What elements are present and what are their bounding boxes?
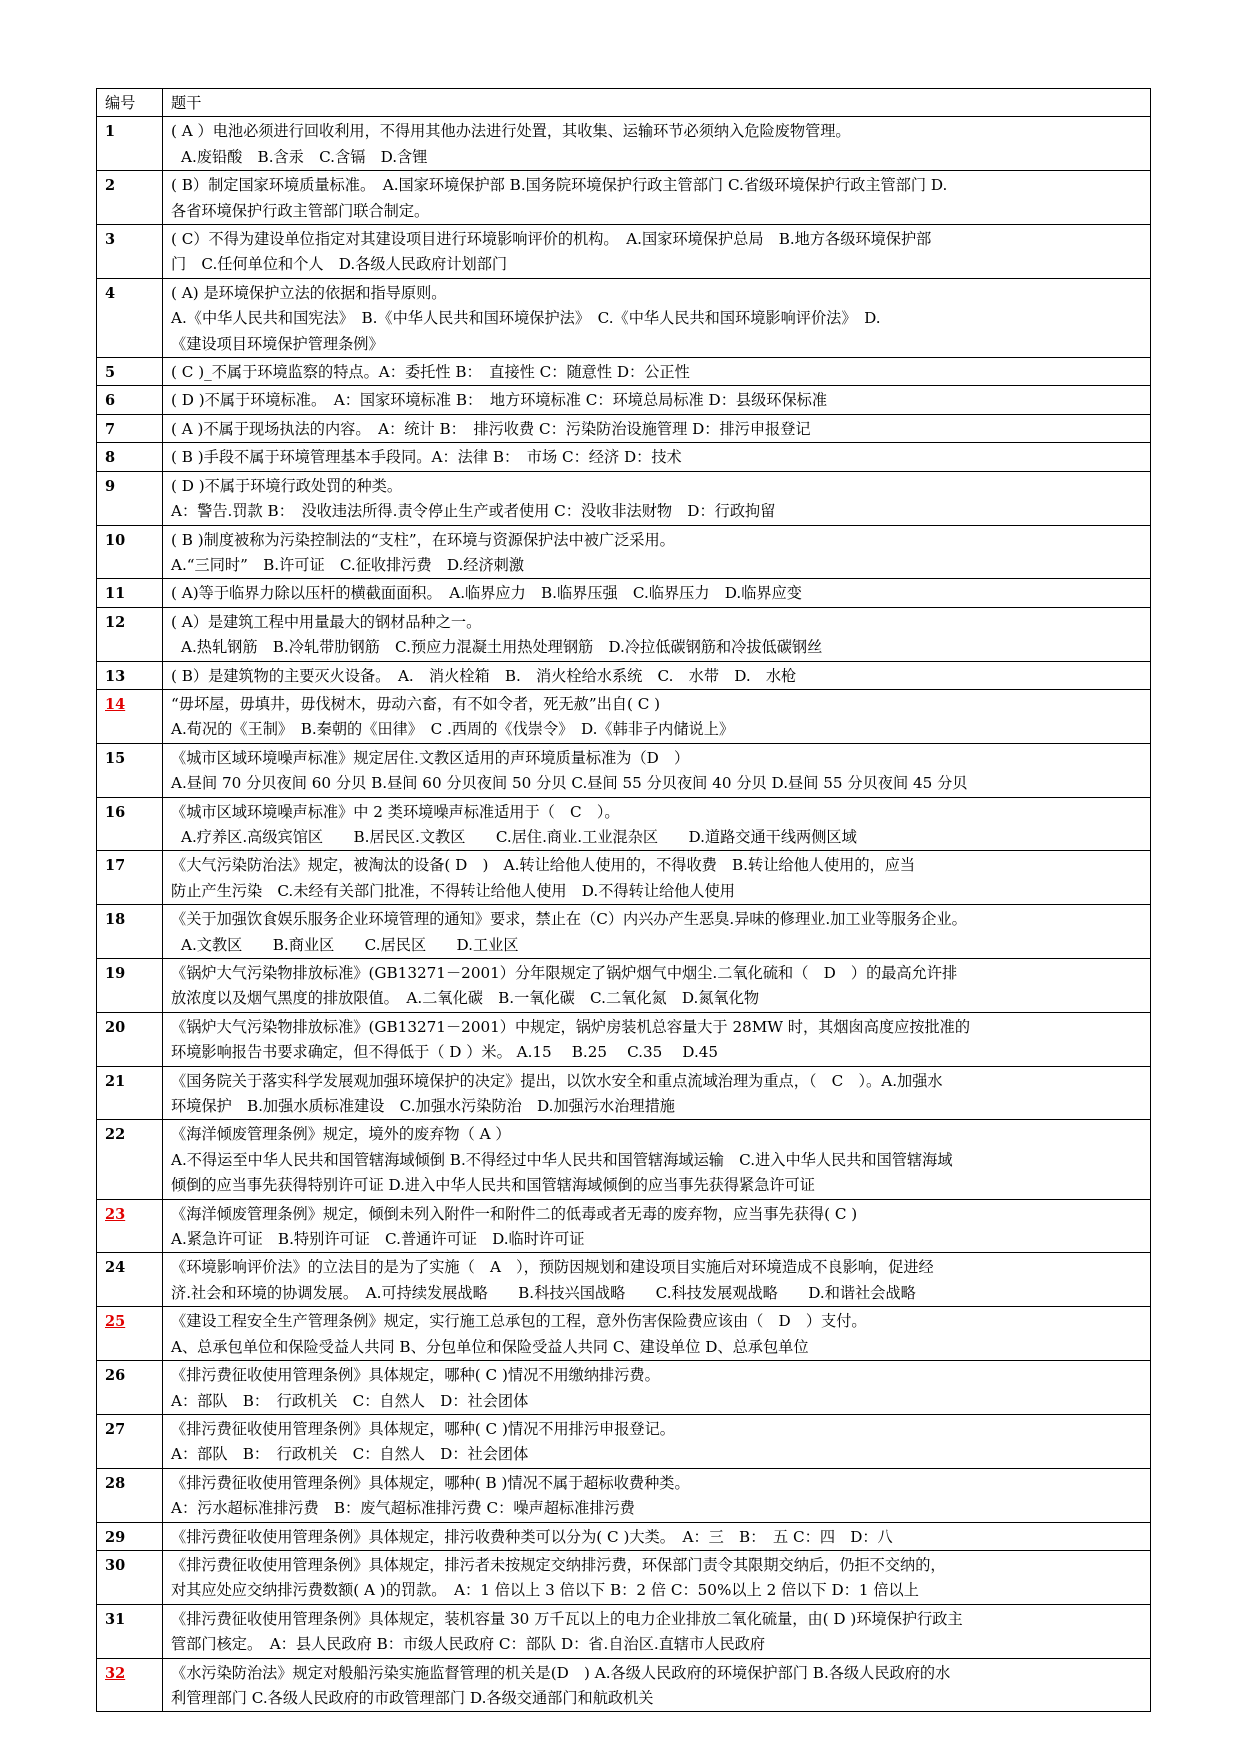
question-number: 21 xyxy=(97,1066,163,1120)
table-row xyxy=(97,225,1151,279)
question-line: ( A) 是环境保护立法的依据和指导原则。 xyxy=(171,283,447,302)
question-number: 23 xyxy=(97,1199,163,1253)
question-line: ( D )不属于环境行政处罚的种类。 xyxy=(171,476,403,495)
question-stem xyxy=(163,471,1151,525)
question-line: 环境保护 B.加强水质标准建设 C.加强水污染防治 D.加强污水治理措施 xyxy=(171,1097,675,1116)
question-line: A：污水超标准排污费 B：废气超标准排污费 C：噪声超标准排污费 xyxy=(171,1499,635,1518)
question-stem xyxy=(163,1012,1151,1066)
question-number: 22 xyxy=(97,1120,163,1199)
table-row xyxy=(97,1199,1151,1253)
table-row xyxy=(97,607,1151,661)
question-line: 《城市区域环境噪声标准》规定居住.文教区适用的声环境质量标准为（D ） xyxy=(171,748,690,767)
question-stem xyxy=(163,905,1151,959)
question-line: 《建设项目环境保护管理条例》 xyxy=(171,334,384,353)
question-line: 倾倒的应当事先获得特别许可证 D.进入中华人民共和国管辖海域倾倒的应当事先获得紧急许可证 xyxy=(171,1176,815,1195)
question-line: A：部队 B： 行政机关 C：自然人 D：社会团体 xyxy=(171,1391,529,1410)
question-stem xyxy=(163,1120,1151,1199)
question-line: ( A)等于临界力除以压杆的横截面面积。 A.临界应力 B.临界压强 C.临界压力 D.临界应变 xyxy=(171,584,802,603)
question-stem xyxy=(163,171,1151,225)
question-stem xyxy=(163,525,1151,579)
question-number: 20 xyxy=(97,1012,163,1066)
question-stem xyxy=(163,117,1151,171)
question-line: “毋坏屋，毋填井，毋伐树木，毋动六畜，有不如令者，死无赦”出自( C ) xyxy=(171,694,661,713)
question-number: 14 xyxy=(97,689,163,743)
question-number: 26 xyxy=(97,1361,163,1415)
table-row xyxy=(97,905,1151,959)
table-row xyxy=(97,797,1151,851)
question-number: 25 xyxy=(97,1307,163,1361)
question-line: 《排污费征收使用管理条例》具体规定，哪种( C )情况不用缴纳排污费。 xyxy=(171,1366,660,1385)
question-number: 32 xyxy=(97,1658,163,1712)
question-number: 11 xyxy=(97,579,163,607)
question-stem xyxy=(163,225,1151,279)
question-line: A.昼间 70 分贝夜间 60 分贝 B.昼间 60 分贝夜间 50 分贝 C.昼间 55 分贝夜间 40 分贝 D.昼间 55 分贝夜间 45 分贝 xyxy=(171,774,968,793)
question-stem xyxy=(163,414,1151,442)
table-row xyxy=(97,743,1151,797)
question-line: 《大气污染防治法》规定，被淘汰的设备( D ) A.转让给他人使用的，不得收费 B.转让给他人使用的，应当 xyxy=(171,856,916,875)
table-row xyxy=(97,1361,1151,1415)
question-number: 8 xyxy=(97,443,163,471)
table-row xyxy=(97,1253,1151,1307)
question-line: A.疗养区.高级宾馆区 B.居民区.文教区 C.居住.商业.工业混杂区 D.道路交通干线两侧区域 xyxy=(181,827,857,846)
question-number: 12 xyxy=(97,607,163,661)
question-stem xyxy=(163,1522,1151,1550)
question-line: 《海洋倾废管理条例》规定，倾倒未列入附件一和附件二的低毒或者无毒的废弃物，应当事先获得( C ) xyxy=(171,1204,858,1223)
question-stem xyxy=(163,1199,1151,1253)
question-number: 3 xyxy=(97,225,163,279)
question-stem xyxy=(163,443,1151,471)
question-stem xyxy=(163,278,1151,357)
question-line: 《海洋倾废管理条例》规定，境外的废弃物（ A ） xyxy=(171,1125,511,1144)
question-number: 4 xyxy=(97,278,163,357)
question-stem xyxy=(163,1361,1151,1415)
table-row xyxy=(97,171,1151,225)
table-row xyxy=(97,117,1151,171)
table-row xyxy=(97,443,1151,471)
question-line: 环境影响报告书要求确定，但不得低于（ D ）米。 A.15 B.25 C.35 D.45 xyxy=(171,1043,719,1062)
table-row xyxy=(97,1522,1151,1550)
question-line: A.不得运至中华人民共和国管辖海域倾倒 B.不得经过中华人民共和国管辖海域运输 C.进入中华人民共和国管辖海域 xyxy=(171,1150,953,1169)
table-row xyxy=(97,1550,1151,1604)
question-line: ( D )不属于环境标准。 A：国家环境标准 B： 地方环境标准 C：环境总局标准 D：县级环保标准 xyxy=(171,391,828,410)
question-line: 对其应处应交纳排污费数额( A )的罚款。 A：1 倍以上 3 倍以下 B：2 倍 C：50%以上 2 倍以下 D：1 倍以上 xyxy=(171,1581,919,1600)
question-line: 《水污染防治法》规定对般船污染实施监督管理的机关是(D ) A.各级人民政府的环境保护部门 B.各级人民政府的水 xyxy=(171,1663,951,1682)
question-number: 31 xyxy=(97,1604,163,1658)
question-line: A.“三同时” B.许可证 C.征收排污费 D.经济刺激 xyxy=(171,555,525,574)
question-line: A：部队 B： 行政机关 C：自然人 D：社会团体 xyxy=(171,1445,529,1464)
question-line: ( B）制定国家环境质量标准。 A.国家环境保护部 B.国务院环境保护行政主管部门 C.省级环境保护行政主管部门 D. xyxy=(171,176,948,195)
question-line: ( A）是建筑工程中用量最大的钢材品种之一。 xyxy=(171,612,482,631)
question-number: 2 xyxy=(97,171,163,225)
question-number: 17 xyxy=(97,851,163,905)
question-line: 利管理部门 C.各级人民政府的市政管理部门 D.各级交通部门和航政机关 xyxy=(171,1688,654,1707)
table-row xyxy=(97,851,1151,905)
question-line: 《建设工程安全生产管理条例》规定，实行施工总承包的工程，意外伤害保险费应该由（ D ）支付。 xyxy=(171,1312,867,1331)
question-stem xyxy=(163,689,1151,743)
question-number: 18 xyxy=(97,905,163,959)
question-number: 30 xyxy=(97,1550,163,1604)
question-table-container xyxy=(96,88,1151,1712)
question-line: 《排污费征收使用管理条例》具体规定，排污收费种类可以分为( C )大类。 A：三 B： 五 C：四 D：八 xyxy=(171,1527,893,1546)
table-row xyxy=(97,525,1151,579)
table-row xyxy=(97,579,1151,607)
question-line: 《关于加强饮食娱乐服务企业环境管理的通知》要求，禁止在（C）内兴办产生恶臭.异味的修理业.加工业等服务企业。 xyxy=(171,910,967,929)
question-line: A.紧急许可证 B.特别许可证 C.普通许可证 D.临时许可证 xyxy=(171,1230,585,1249)
question-stem xyxy=(163,1066,1151,1120)
question-stem xyxy=(163,1253,1151,1307)
question-line: 门 C.任何单位和个人 D.各级人民政府计划部门 xyxy=(171,255,508,274)
question-line: 《锅炉大气污染物排放标准》(GB13271－2001）分年限规定了锅炉烟气中烟尘.二氧化硫和（ D ）的最高允许排 xyxy=(171,964,958,982)
table-row xyxy=(97,1012,1151,1066)
question-line: A.文教区 B.商业区 C.居民区 D.工业区 xyxy=(181,935,519,954)
question-number: 29 xyxy=(97,1522,163,1550)
question-line: A.《中华人民共和国宪法》 B.《中华人民共和国环境保护法》 C.《中华人民共和国环境影响评价法》 D. xyxy=(171,309,881,328)
question-line: 《排污费征收使用管理条例》具体规定，哪种( C )情况不用排污申报登记。 xyxy=(171,1419,675,1438)
question-number: 10 xyxy=(97,525,163,579)
question-line: 防止产生污染 C.未经有关部门批准，不得转让给他人使用 D.不得转让给他人使用 xyxy=(171,881,735,900)
table-row xyxy=(97,1604,1151,1658)
question-line: ( C）不得为建设单位指定对其建设项目进行环境影响评价的机构。 A.国家环境保护总局 B.地方各级环境保护部 xyxy=(171,230,932,249)
table-row xyxy=(97,414,1151,442)
question-stem xyxy=(163,1307,1151,1361)
question-stem xyxy=(163,959,1151,1013)
table-row xyxy=(97,1307,1151,1361)
table-row xyxy=(97,1658,1151,1712)
question-stem xyxy=(163,1414,1151,1468)
question-number: 24 xyxy=(97,1253,163,1307)
question-line: 放浓度以及烟气黑度的排放限值。 A.二氧化碳 B.一氧化碳 C.二氧化氮 D.氮氧化物 xyxy=(171,989,760,1008)
table-row xyxy=(97,661,1151,689)
question-line: 《排污费征收使用管理条例》具体规定，哪种( B )情况不属于超标收费种类。 xyxy=(171,1473,690,1492)
question-line: A：警告.罚款 B： 没收违法所得.责令停止生产或者使用 C：没收非法财物 D：行政拘留 xyxy=(171,502,776,521)
table-row xyxy=(97,1414,1151,1468)
question-stem xyxy=(163,386,1151,414)
question-number: 5 xyxy=(97,358,163,386)
question-line: 《城市区域环境噪声标准》中 2 类环境噪声标准适用于（ C ）。 xyxy=(171,802,620,821)
question-line: 《国务院关于落实科学发展观加强环境保护的决定》提出，以饮水安全和重点流域治理为重点，（ C ）。A.加强水 xyxy=(171,1071,943,1090)
table-body xyxy=(97,117,1151,1712)
question-line: 《环境影响评价法》的立法目的是为了实施（ A ），预防因规划和建设项目实施后对环境造成不良影响，促进经 xyxy=(171,1258,934,1277)
table-row xyxy=(97,358,1151,386)
question-stem xyxy=(163,1604,1151,1658)
header-stem: 题干 xyxy=(163,89,1151,117)
question-stem xyxy=(163,661,1151,689)
question-stem xyxy=(163,851,1151,905)
table-row xyxy=(97,278,1151,357)
table-row xyxy=(97,471,1151,525)
question-line: A.废铅酸 B.含汞 C.含镉 D.含锂 xyxy=(181,147,428,166)
question-line: 《锅炉大气污染物排放标准》(GB13271－2001）中规定，锅炉房装机总容量大于 28MW 时，其烟囱高度应按批准的 xyxy=(171,1017,971,1036)
table-header-row xyxy=(97,89,1151,117)
question-number: 16 xyxy=(97,797,163,851)
question-number: 19 xyxy=(97,959,163,1013)
question-stem xyxy=(163,743,1151,797)
question-line: A、总承包单位和保险受益人共同 B、分包单位和保险受益人共同 C、建设单位 D、总承包单位 xyxy=(171,1337,809,1356)
question-line: 济.社会和环境的协调发展。 A.可持续发展战略 B.科技兴国战略 C.科技发展观战略 D.和谐社会战略 xyxy=(171,1283,916,1302)
table-row xyxy=(97,386,1151,414)
question-stem xyxy=(163,1468,1151,1522)
question-line: 管部门核定。 A：县人民政府 B：市级人民政府 C：部队 D：省.自治区.直辖市人民政府 xyxy=(171,1635,766,1654)
question-number: 13 xyxy=(97,661,163,689)
question-number: 15 xyxy=(97,743,163,797)
question-line: 《排污费征收使用管理条例》具体规定，排污者未按规定交纳排污费，环保部门责令其限期交纳后，仍拒不交纳的， xyxy=(171,1555,946,1574)
table-row xyxy=(97,689,1151,743)
question-line: ( B )制度被称为污染控制法的“支柱”，在环境与资源保护法中被广泛采用。 xyxy=(171,530,675,549)
question-line: A.热轧钢筋 B.冷轧带肋钢筋 C.预应力混凝土用热处理钢筋 D.冷拉低碳钢筋和冷拔低碳钢丝 xyxy=(181,638,823,657)
question-number: 7 xyxy=(97,414,163,442)
question-line: A.荀况的《王制》 B.秦朝的《田律》 C .西周的《伐崇令》 D.《韩非子内储说上》 xyxy=(171,720,735,739)
question-number: 1 xyxy=(97,117,163,171)
question-number: 9 xyxy=(97,471,163,525)
question-number: 28 xyxy=(97,1468,163,1522)
table-row xyxy=(97,959,1151,1013)
question-stem xyxy=(163,1658,1151,1712)
question-number: 27 xyxy=(97,1414,163,1468)
question-stem xyxy=(163,579,1151,607)
question-line: ( B )手段不属于环境管理基本手段同。A：法律 B： 市场 C：经济 D：技术 xyxy=(171,448,682,467)
table-row xyxy=(97,1066,1151,1120)
question-line: ( A )不属于现场执法的内容。 A：统计 B： 排污收费 C：污染防治设施管理 D：排污申报登记 xyxy=(171,419,811,438)
question-line: ( A ）电池必须进行回收利用，不得用其他办法进行处置，其收集、运输环节必须纳入危险废物管理。 xyxy=(171,122,851,141)
question-line: 各省环境保护行政主管部门联合制定。 xyxy=(171,201,430,220)
table-row xyxy=(97,1120,1151,1199)
question-line: ( C )_不属于环境监察的特点。A：委托性 B： 直接性 C：随意性 D：公正性 xyxy=(171,363,690,382)
question-line: 《排污费征收使用管理条例》具体规定，装机容量 30 万千瓦以上的电力企业排放二氧化硫量，由( D )环境保护行政主 xyxy=(171,1609,963,1628)
question-stem xyxy=(163,607,1151,661)
table-row xyxy=(97,1468,1151,1522)
question-stem xyxy=(163,358,1151,386)
question-number: 6 xyxy=(97,386,163,414)
header-number: 编号 xyxy=(97,89,163,117)
question-line: ( B）是建筑物的主要灭火设备。 A. 消火栓箱 B. 消火栓给水系统 C. 水带 D. 水枪 xyxy=(171,666,797,685)
question-stem xyxy=(163,1550,1151,1604)
question-table xyxy=(96,88,1151,1712)
question-stem xyxy=(163,797,1151,851)
